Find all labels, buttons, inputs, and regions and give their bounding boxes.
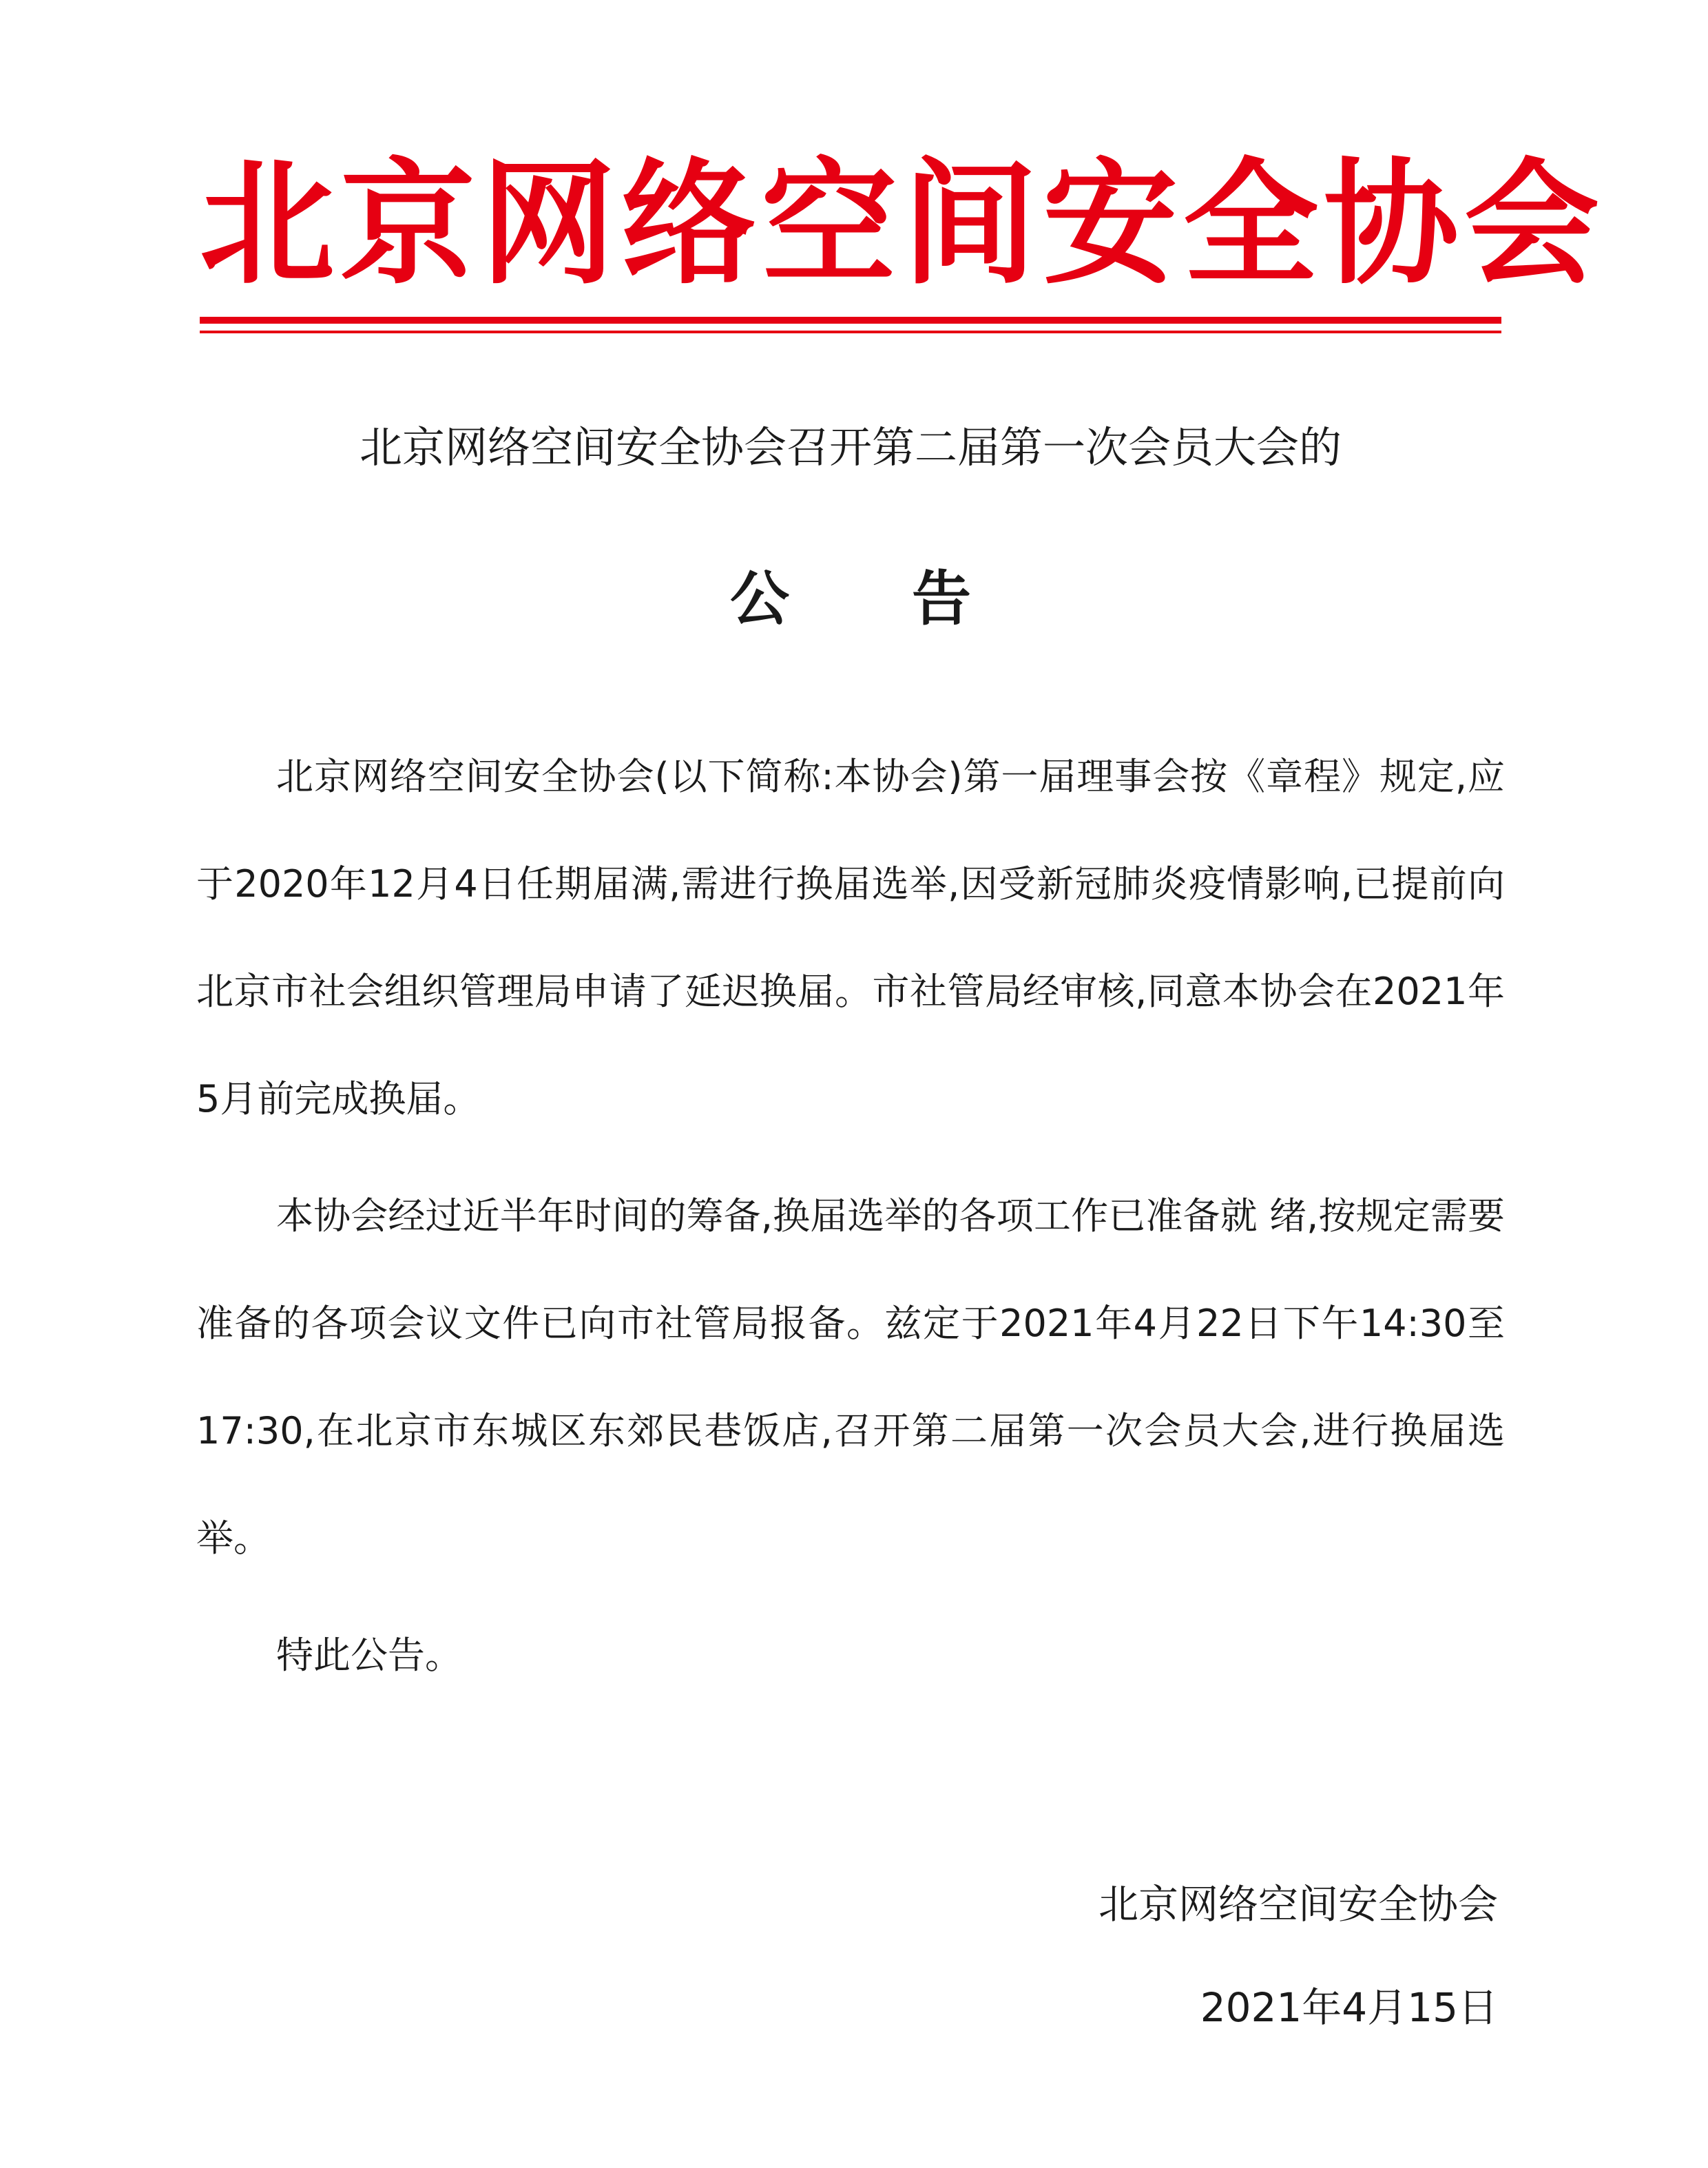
notice-paragraph-1: 北京网络空间安全协会(以下简称:本协会)第一届理事会按《章程》规定,应于2020年12月4日任期届满,需进行换届选举,因受新冠肺炎疫情影响,已提前向北京市社会组织管理局申请了延迟换届。市社管局经审核,同意本协会在2021年5月前完成换届。 — [196, 755, 1505, 1121]
notice-closing: 特此公告。 — [276, 1634, 462, 1677]
notice-body — [196, 723, 1505, 1719]
notice-paragraph-2: 本协会经过近半年时间的筹备,换届选举的各项工作已准备就 绪,按规定需要准备的各项会议文件已向市社管局报备。兹定于2021年4月22日下午14:30至17:30,在北京市东城区东郊民巷饭店,召开第二届第一次会员大会,进行换届选举。 — [196, 1194, 1505, 1560]
signature-block — [1098, 1853, 1498, 2059]
notice-subtitle: 北京网络空间安全协会召开第二届第一次会员大会的 — [359, 422, 1342, 472]
letterhead-title: 北京网络空间安全协会 — [200, 145, 1605, 303]
letterhead-rule-thick — [200, 317, 1501, 324]
signature-date: 2021年4月15日 — [1200, 1984, 1498, 2031]
signature-org: 北京网络空间安全协会 — [1098, 1881, 1498, 1928]
notice-heading: 公告 — [730, 564, 1094, 634]
letterhead-rule-thin — [200, 331, 1501, 333]
